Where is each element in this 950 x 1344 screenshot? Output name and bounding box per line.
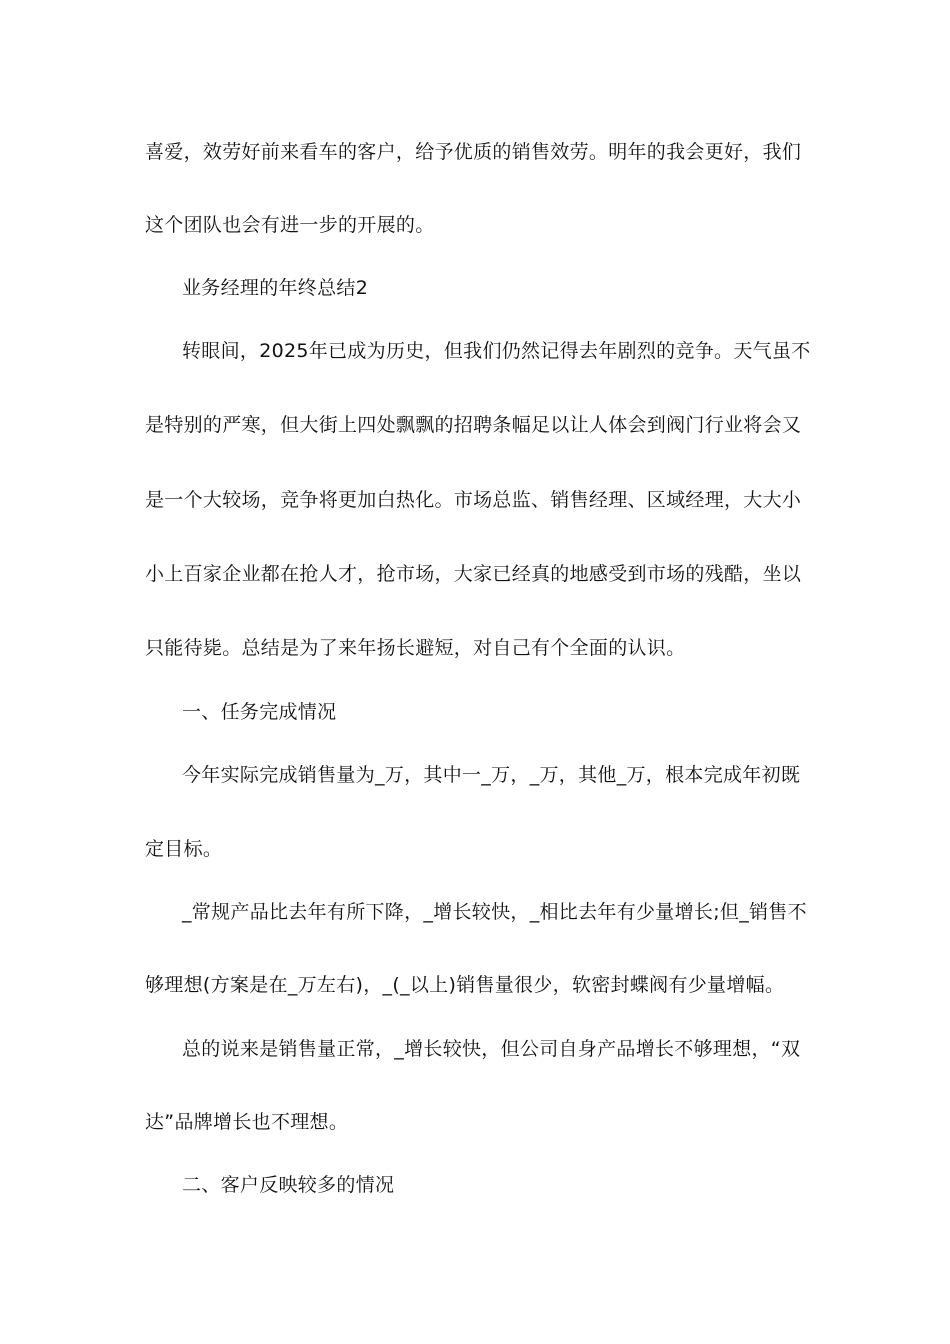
paragraph-line: 是特别的严寒，但大街上四处飘飘的招聘条幅足以让人体会到阀门行业将会又	[145, 414, 802, 436]
section-heading: 业务经理的年终总结2	[182, 277, 369, 299]
paragraph-line: 转眼间，2025年已成为历史，但我们仍然记得去年剧烈的竞争。天气虽不	[182, 340, 811, 362]
paragraph-line: 达”品牌增长也不理想。	[145, 1111, 349, 1133]
paragraph-line: 这个团队也会有进一步的开展的。	[145, 214, 435, 236]
paragraph-line: 总的说来是销售量正常，_增长较快，但公司自身产品增长不够理想，“双	[182, 1038, 801, 1060]
paragraph-line: 喜爱，效劳好前来看车的客户，给予优质的销售效劳。明年的我会更好，我们	[145, 141, 802, 163]
paragraph-line: 够理想(方案是在_万左右)，_(_以上)销售量很少，软密封蝶阀有少量增幅。	[145, 974, 785, 996]
paragraph-line: 定目标。	[145, 838, 223, 860]
paragraph-line: _常规产品比去年有所下降，_增长较快，_相比去年有少量增长;但_销售不	[182, 901, 807, 923]
paragraph-line: 是一个大较场，竞争将更加白热化。市场总监、销售经理、区域经理，大大小	[145, 489, 802, 511]
paragraph-line: 小上百家企业都在抢人才，抢市场，大家已经真的地感受到市场的残酷，坐以	[145, 563, 802, 585]
paragraph-line: 今年实际完成销售量为_万，其中一_万，_万，其他_万，根本完成年初既	[182, 764, 801, 786]
paragraph-line: 只能待毙。总结是为了来年扬长避短，对自己有个全面的认识。	[145, 637, 686, 659]
section-heading: 一、任务完成情况	[182, 701, 337, 723]
section-heading: 二、客户反映较多的情况	[182, 1174, 395, 1196]
